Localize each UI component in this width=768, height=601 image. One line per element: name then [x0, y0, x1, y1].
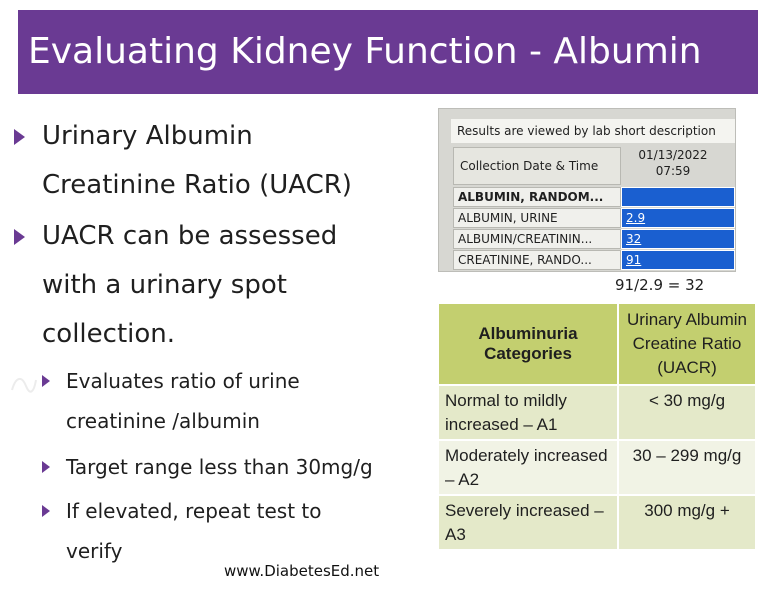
bullet-arrow-icon	[14, 229, 25, 245]
lab-row-albumin-urine[interactable]	[453, 208, 735, 228]
collection-date: 01/13/2022	[638, 148, 708, 162]
sub-bullet-line: If elevated, repeat test to	[66, 499, 322, 523]
lab-row-value-link[interactable]: 2.9	[621, 208, 735, 228]
lab-row-value-link[interactable]: 91	[621, 250, 735, 270]
bullet-uacr	[14, 112, 409, 210]
table-row	[438, 385, 756, 440]
lab-row-label: ALBUMIN, URINE	[453, 208, 621, 228]
lab-row-albumin-creatinine[interactable]	[453, 229, 735, 249]
sub-bullet-line: verify	[66, 539, 123, 563]
bullet-line: with a urinary spot	[42, 270, 287, 300]
table-cell-category: Normal to mildly increased – A1	[438, 385, 618, 440]
lab-results-screenshot	[438, 108, 736, 272]
lab-header: Results are viewed by lab short description	[451, 119, 735, 143]
table-cell-value: 30 – 299 mg/g	[618, 440, 756, 495]
bullet-spot-collection	[14, 212, 409, 359]
collection-time: 07:59	[655, 164, 691, 178]
slide-title: Evaluating Kidney Function - Albumin	[28, 31, 702, 72]
lab-row-label: CREATININE, RANDO...	[453, 250, 621, 270]
sub-bullet-arrow-icon	[42, 505, 50, 517]
sub-bullet-arrow-icon	[42, 375, 50, 387]
lab-row-creatinine[interactable]	[453, 250, 735, 270]
table-cell-value: 300 mg/g +	[618, 495, 756, 550]
lab-row-label: ALBUMIN/CREATININ...	[453, 229, 621, 249]
lab-row-value-link[interactable]: 32	[621, 229, 735, 249]
table-cell-category: Moderately increased – A2	[438, 440, 618, 495]
bullet-line: Creatinine Ratio (UACR)	[42, 170, 352, 200]
lab-row-label: ALBUMIN, RANDOM...	[453, 187, 621, 207]
lab-row-value	[621, 187, 735, 207]
table-row	[438, 495, 756, 550]
table-header-row	[438, 303, 756, 385]
bullet-list	[14, 112, 409, 571]
sub-bullet-arrow-icon	[42, 461, 50, 473]
collection-datetime	[617, 147, 729, 179]
table-header-uacr: Urinary Albumin Creatine Ratio (UACR)	[618, 303, 756, 385]
title-bar	[18, 10, 758, 94]
table-cell-value: < 30 mg/g	[618, 385, 756, 440]
table-cell-category: Severely increased – A3	[438, 495, 618, 550]
lab-row-albumin-random	[453, 187, 735, 207]
sub-bullet-line: creatinine /albumin	[66, 409, 260, 433]
bullet-line: UACR can be assessed	[42, 221, 338, 251]
collection-label: Collection Date & Time	[453, 147, 621, 185]
uacr-calculation: 91/2.9 = 32	[615, 276, 705, 294]
sub-bullet-target	[14, 447, 409, 487]
sub-bullet-ratio	[14, 361, 409, 441]
sub-bullet-repeat	[14, 491, 409, 571]
sub-bullet-line: Evaluates ratio of urine	[66, 369, 300, 393]
bullet-line: collection.	[42, 319, 176, 349]
website-url: www.DiabetesEd.net	[224, 562, 380, 580]
albuminuria-table	[437, 302, 757, 551]
sub-bullet-line: Target range less than 30mg/g	[66, 455, 373, 479]
table-header-categories: Albuminuria Categories	[438, 303, 618, 385]
bullet-line: Urinary Albumin	[42, 121, 253, 151]
table-row	[438, 440, 756, 495]
bullet-arrow-icon	[14, 129, 25, 145]
